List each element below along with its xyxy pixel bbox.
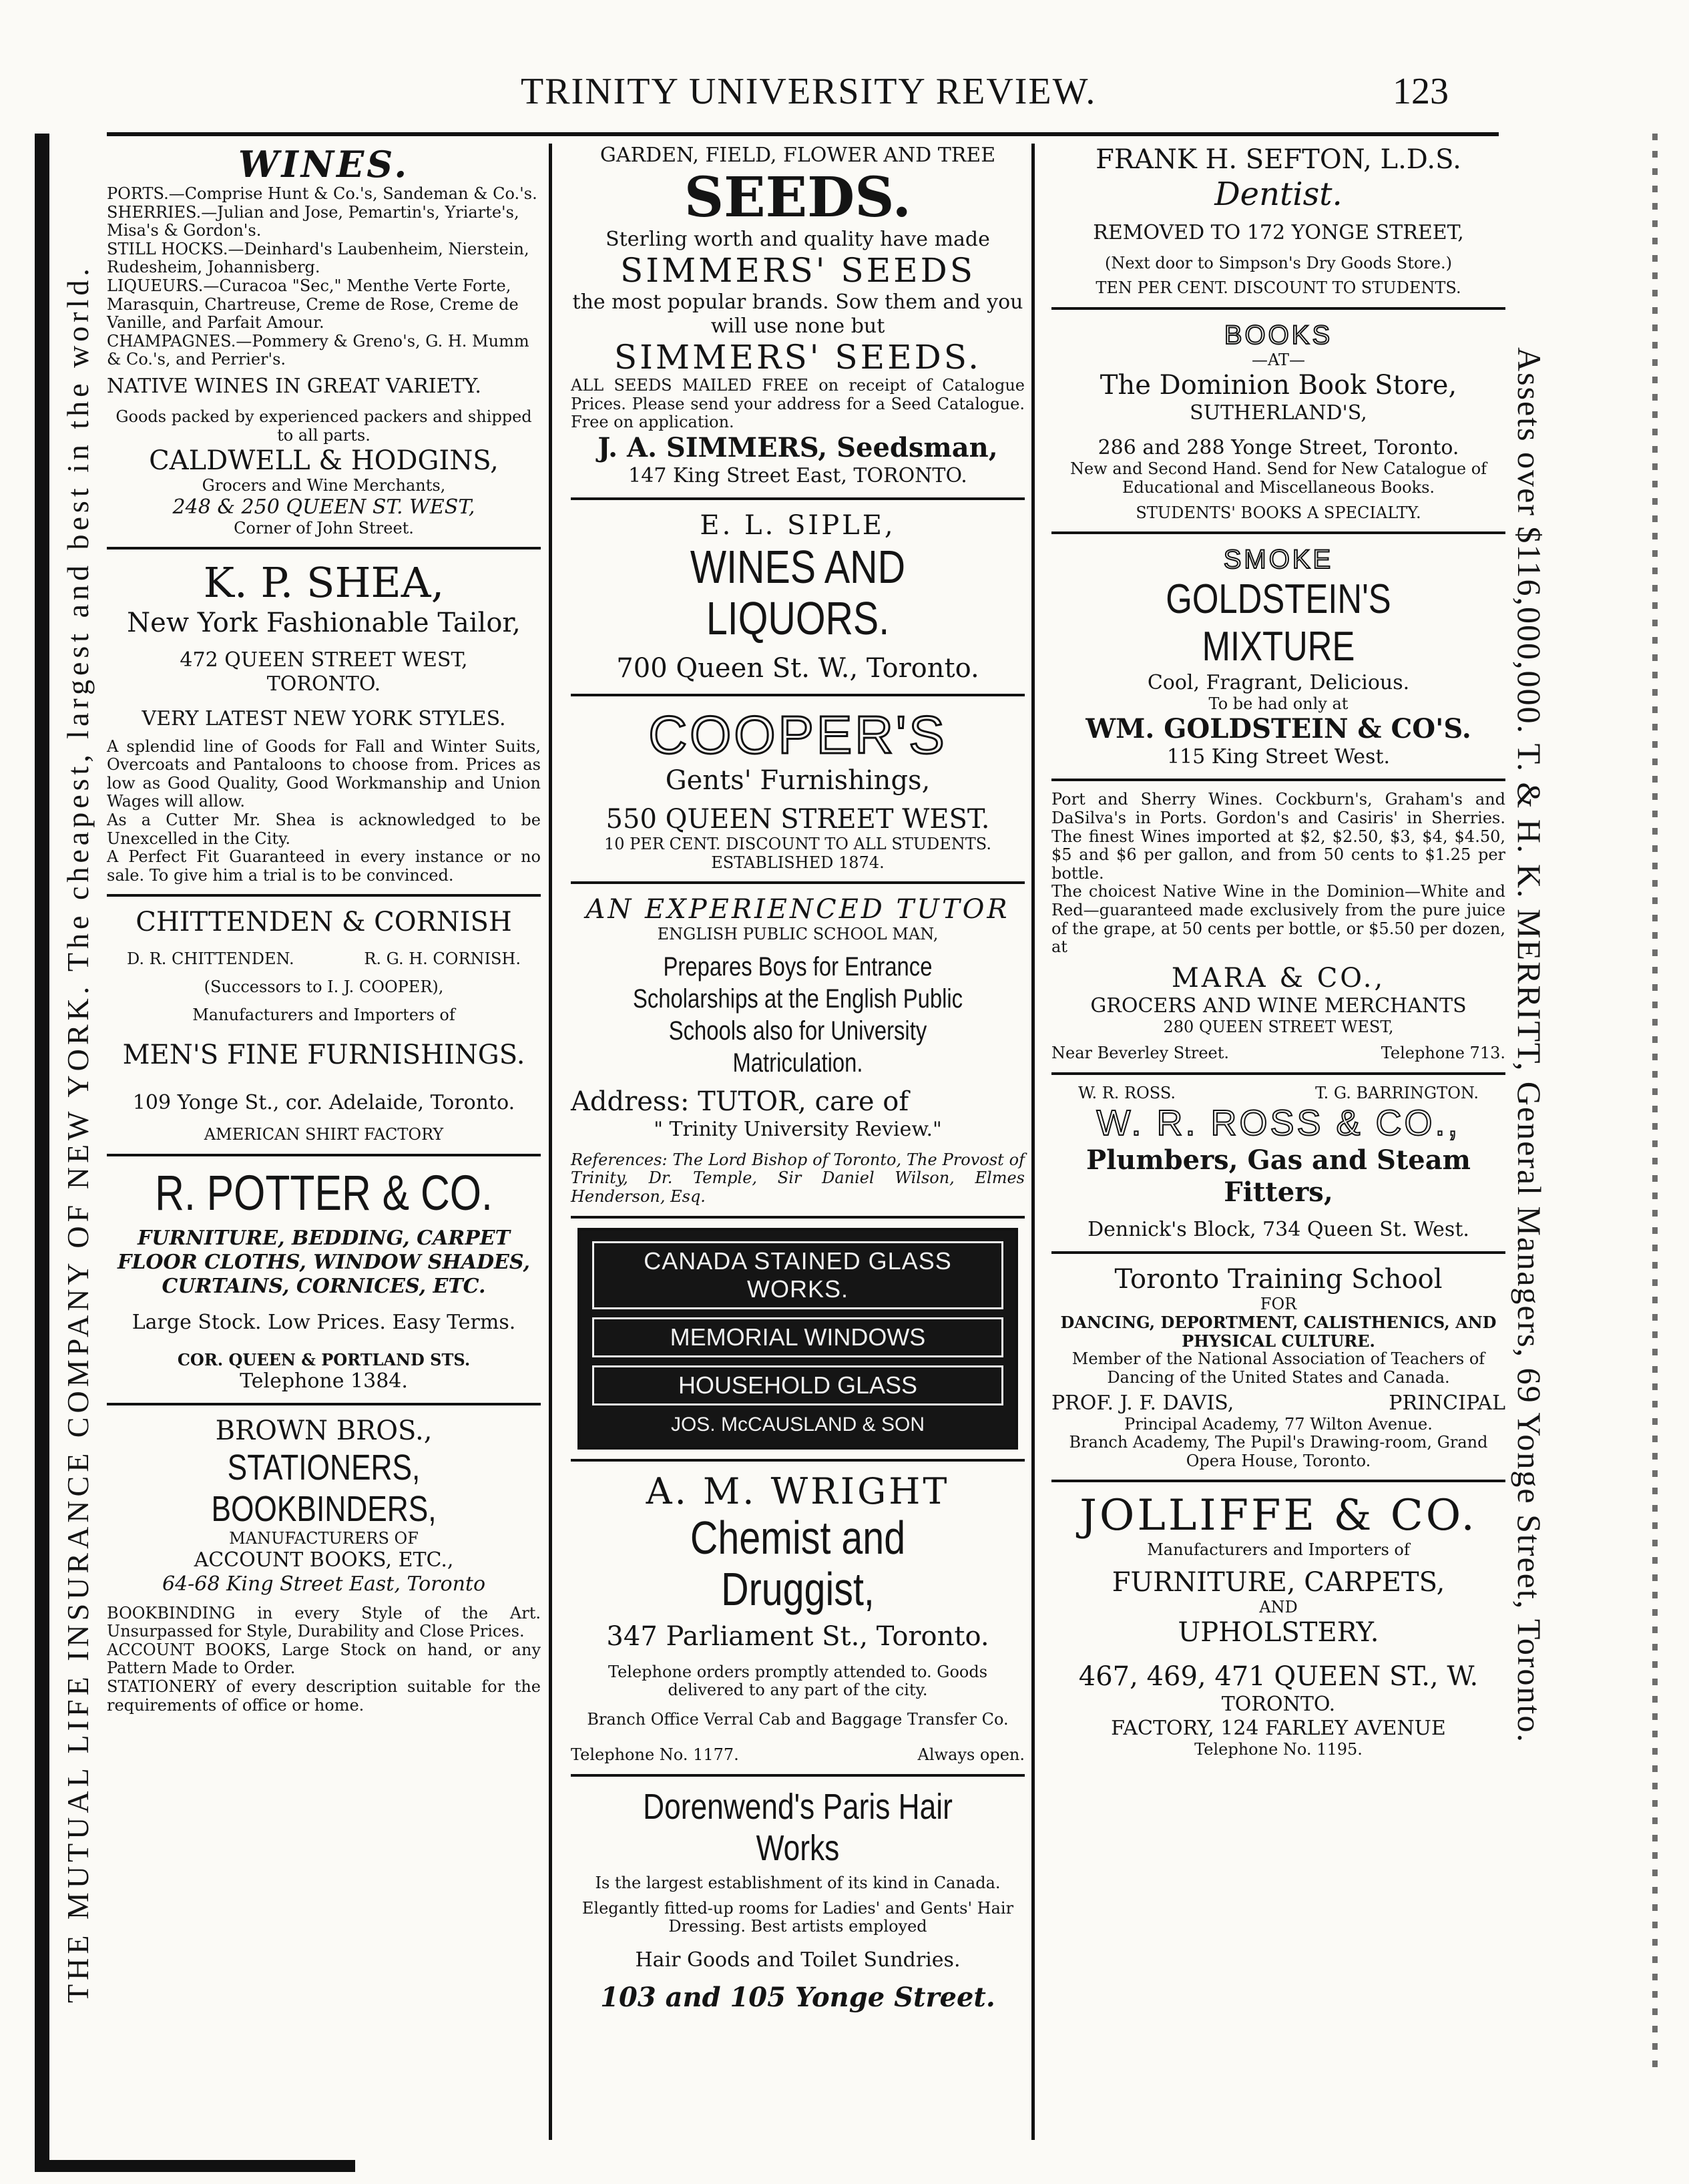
ad-line: Near Beverley Street. [1051,1044,1229,1063]
ad-body: Prepares Boys for Entrance Scholarships at the English Public Schools also for University Matriculation. [632,951,963,1078]
ad-firm: J. A. SIMMERS, Seedsman, [597,431,998,463]
ad-divider [571,497,1025,500]
ad-address: 550 QUEEN STREET WEST. [606,803,990,835]
ad-body: As a Cutter Mr. Shea is acknowledged to be Unexcelled in the City. [107,811,541,848]
ad-divider [1051,1072,1505,1075]
ad-line: NATIVE WINES IN GREAT VARIETY. [107,375,481,399]
ad-address: 700 Queen St. W., Toronto. [616,652,979,684]
ad-phone: Telephone No. 1195. [1194,1740,1363,1759]
ad-line: MANUFACTURERS OF [229,1529,419,1548]
ad-divider [1051,1251,1505,1254]
ad-line: FACTORY, 124 FARLEY AVENUE [1111,1717,1446,1741]
column-1 [107,144,541,2147]
ad-trade: WINES AND LIQUORS. [690,540,906,644]
ad-title: FRANK H. SEFTON, L.D.S. [1096,144,1461,175]
ad-address: Dennick's Block, 734 Queen St. West. [1088,1217,1469,1241]
side-advert-right: Assets over $116,000,000. T. & H. K. MERRITT, General Managers, 69 Yonge Street, Toronto. [1511,347,1548,1743]
ad-phone: Telephone No. 1177. [571,1745,739,1765]
ad-address [571,1086,1025,1118]
ad-footer-row [571,1746,1025,1765]
page-scan-edge-left [35,134,49,2163]
address-label: Address: [571,1086,690,1117]
ad-title: AN EXPERIENCED TUTOR [585,894,1010,925]
ad-line: Branch Office Verral Cab and Baggage Transfer Co. [587,1709,1009,1729]
ad-brown [107,1415,541,1715]
page-scan-edge-bottom [35,2160,355,2172]
ad-partners [127,950,521,969]
ad-body: A Perfect Fit Guaranteed in every instance or no sale. To give him a trial is to be convinced. [107,847,541,885]
ad-wines [107,144,541,537]
ad-line: MEMORIAL WINDOWS [592,1317,1003,1357]
column-rule [1031,144,1035,2140]
ad-title: Toronto Training School [1114,1263,1443,1295]
ad-line: Goods packed by experienced packers and shipped to all parts. [115,407,532,445]
ad-line: TORONTO. [266,672,381,696]
ad-hours: Always open. [917,1745,1025,1765]
ad-trade: Plumbers, Gas and Steam Fitters, [1085,1144,1471,1208]
ad-jolliffe [1051,1492,1505,1759]
ad-body: Is the largest establishment of its kind in Canada. [595,1874,1001,1893]
ad-body: ACCOUNT BOOKS, Large Stock on hand, or any Pattern Made to Order. [107,1640,541,1678]
ad-divider [107,894,541,897]
ad-trade: STATIONERS, BOOKBINDERS, [211,1447,437,1529]
ad-goods: FURNITURE, CARPETS, [1112,1566,1445,1598]
ad-tagline: New York Fashionable Tailor, [127,607,521,638]
ad-title: Dorenwend's Paris Hair Works [643,1787,953,1869]
ad-trade: Chemist and Druggist, [690,1511,906,1615]
partner-name: D. R. CHITTENDEN. [127,949,294,969]
ad-goods: ACCOUNT BOOKS, ETC., [194,1548,454,1572]
ad-line: SHERRIES.—Julian and Jose, Pemartin's, Yriarte's, Misa's & Gordon's. [107,202,519,240]
ad-dorenwend [571,1786,1025,2014]
ad-address: 472 QUEEN STREET WEST, [180,648,468,672]
ad-principal-row [1051,1391,1505,1415]
ad-line: the most popular brands. Sow them and you will use none but [572,290,1023,338]
ad-address: Branch Academy, The Pupil's Drawing-room, Grand Opera House, Toronto. [1069,1433,1488,1470]
ad-cooper [571,706,1025,872]
ad-line: 10 PER CENT. DISCOUNT TO ALL STUDENTS. [604,834,992,853]
ad-title: R. POTTER & CO. [155,1164,493,1221]
ad-line: PORTS.—Comprise Hunt & Co.'s, Sandeman & Co.'s. [107,184,537,204]
ad-body: STATIONERY of every description suitable for the requirements of office or home. [107,1677,541,1715]
ad-address: 347 Parliament St., Toronto. [606,1620,989,1652]
partner-name: W. R. ROSS. [1078,1083,1176,1102]
page-number: 123 [1393,71,1449,112]
ad-title: GOLDSTEIN'S MIXTURE [1166,576,1391,670]
ad-divider [1051,531,1505,534]
ad-title: COOPER'S [648,704,947,765]
ad-body: Member of the National Association of Teachers of Dancing of the United States and Canada. [1071,1349,1485,1387]
ad-goods: UPHOLSTERY. [1178,1617,1379,1649]
ad-potter [107,1166,541,1393]
partner-name: T. G. BARRINGTON. [1315,1083,1479,1102]
ad-store: The Dominion Book Store, [1100,370,1457,401]
ad-address: COR. QUEEN & PORTLAND STS. [177,1350,471,1370]
ad-phone: Telephone 713. [1381,1044,1505,1063]
ad-address: 280 QUEEN STREET WEST, [1163,1017,1394,1036]
ad-title: E. L. SIPLE, [700,509,896,541]
ad-line: CHAMPAGNES.—Pommery & Greno's, G. H. Mumm & Co.'s, and Perrier's. [107,331,529,369]
ad-address: 64-68 King Street East, Toronto [162,1572,486,1596]
ad-firm: WM. GOLDSTEIN & CO'S. [1085,713,1471,745]
ad-address: 103 and 105 Yonge Street. [600,1981,995,2013]
address-value: TUTOR, care of [698,1086,909,1117]
ad-trade: Gents' Furnishings, [665,765,931,796]
ad-principal-title: PRINCIPAL [1389,1391,1505,1415]
ad-line: SUTHERLAND'S, [1190,401,1367,425]
ad-footer-row [1051,1044,1505,1063]
ad-smoke: SMOKE [1223,545,1334,575]
ad-stained-glass [577,1228,1018,1450]
ad-divider [571,1774,1025,1777]
ad-title: K. P. SHEA, [203,558,445,608]
column-2 [571,144,1025,2147]
ad-line: HOUSEHOLD GLASS [592,1365,1003,1405]
ad-trade: GROCERS AND WINE MERCHANTS [1090,994,1467,1018]
ad-line: GARDEN, FIELD, FLOWER AND TREE [599,144,996,167]
ad-line: (Next door to Simpson's Dry Goods Store.) [1105,253,1452,272]
ad-title: A. M. WRIGHT [646,1470,950,1512]
ad-ross [1051,1084,1505,1242]
ad-line: Grocers and Wine Merchants, [202,476,446,495]
ad-divider [107,1403,541,1405]
ad-shea [107,559,541,885]
ad-title: CANADA STAINED GLASS WORKS. [592,1241,1003,1309]
ad-wright [571,1471,1025,1765]
ad-line: VERY LATEST NEW YORK STYLES. [142,706,506,730]
ad-body: ALL SEEDS MAILED FREE on receipt of Catalogue Prices. Please send your address for a Seed Catalogue. Free on application. [571,376,1025,432]
ad-divider [107,547,541,550]
ad-body: Elegantly fitted-up rooms for Ladies' and Gents' Hair Dressing. Best artists employed [581,1898,1014,1936]
ad-tutor [571,893,1025,1206]
ad-line: AND [1259,1597,1298,1616]
ad-principal-name: PROF. J. F. DAVIS, [1051,1391,1234,1415]
column-rule [549,144,552,2140]
ad-phone: Telephone 1384. [240,1369,408,1393]
header-rule [107,132,1499,136]
ad-divider [1051,307,1505,310]
ad-goods: MEN'S FINE FURNISHINGS. [122,1040,525,1071]
partner-name: R. G. H. CORNISH. [364,949,521,969]
ad-line: To be had only at [1208,694,1349,713]
ad-divider [107,1154,541,1156]
ad-trade: Dentist. [1214,176,1343,213]
ad-line: FOR [1260,1294,1297,1313]
ad-partners [1078,1084,1479,1103]
page-title: TRINITY UNIVERSITY REVIEW. [521,71,1097,112]
ad-chittenden [107,906,541,1144]
ad-body: Telephone orders promptly attended to. Goods delivered to any part of the city. [608,1662,988,1700]
ad-address: REMOVED TO 172 YONGE STREET, [1093,220,1464,244]
ad-address: 147 King Street East, TORONTO. [628,463,967,487]
ad-divider [571,881,1025,884]
ad-goldstein [1051,543,1505,769]
ad-line: " Trinity University Review." [654,1117,942,1141]
ad-line: Corner of John Street. [234,518,414,537]
ad-body: The choicest Native Wine in the Dominion—White and Red—guaranteed made exclusively from the pure juice of the grape, at 50 cents per bottle, or $5.50 per dozen, at [1051,882,1505,957]
page-header [107,70,1449,124]
ad-line: Sterling worth and quality have made [606,228,990,252]
ad-divider [571,1216,1025,1219]
ad-firm: JOS. McCAUSLAND & SON [670,1413,925,1436]
ad-divider [1051,1480,1505,1482]
ad-body: BOOKBINDING in every Style of the Art. Unsurpassed for Style, Durability and Close Prices. [107,1603,541,1641]
ad-title: WINES. [238,143,410,186]
ad-body: New and Second Hand. Send for New Catalogue of Educational and Miscellaneous Books. [1069,459,1487,497]
ad-body: A splendid line of Goods for Fall and Winter Suits, Overcoats and Pantaloons to choose from. Prices as low as Good Quality, Good Workmanship and Union Wages will allow. [107,736,541,811]
ad-line: STILL HOCKS.—Deinhard's Laubenheim, Nierstein, Rudesheim, Johannisberg. [107,239,529,277]
ad-address: 467, 469, 471 QUEEN ST., W. [1078,1661,1479,1693]
page-scan-edge-right [1652,134,1658,2070]
ad-title: CHITTENDEN & CORNISH [136,907,512,938]
side-advert-left: THE MUTUAL LIFE INSURANCE COMPANY OF NEW YORK. The cheapest, largest and best in the world. [61,264,95,2003]
ad-firm: CALDWELL & HODGINS, [149,445,499,477]
ad-mara [1051,791,1505,1063]
ad-title: SEEDS. [684,166,912,230]
ad-title: BROWN BROS., [215,1415,433,1446]
ad-siple [571,509,1025,684]
ad-line: Manufacturers and Importers of [192,1005,455,1024]
ad-body: Port and Sherry Wines. Cockburn's, Graham's and DaSilva's in Ports. Gordon's and Casiris' in Sherries. The finest Wines imported at $2, $2.50, $3, $4, $4.50, $5 and $6 per gallon, and from 50 cents to $1.25 per bottle. [1051,790,1505,883]
ad-subjects: DANCING, DEPORTMENT, CALISTHENICS, AND PHYSICAL CULTURE. [1060,1313,1497,1351]
ad-address: 115 King Street West. [1166,745,1391,769]
ad-address: 248 & 250 QUEEN ST. WEST, [172,495,475,519]
ad-line: TEN PER CENT. DISCOUNT TO STUDENTS. [1096,278,1461,298]
ad-divider [1051,779,1505,781]
ad-line: ESTABLISHED 1874. [711,853,885,872]
ad-title: MARA & CO., [1171,962,1386,994]
ad-divider [571,694,1025,696]
ad-brand: SIMMERS' SEEDS [620,251,976,290]
ad-sefton [1051,144,1505,298]
ad-seeds [571,144,1025,488]
ad-body: References: The Lord Bishop of Toronto, The Provost of Trinity, Dr. Temple, Sir Daniel Wilson, Elmes Henderson, Esq. [571,1150,1025,1206]
ad-tagline: Large Stock. Low Prices. Easy Terms. [132,1311,516,1335]
ad-line: LIQUEURS.—Curacoa "Sec," Menthe Verte Forte, Marasquin, Chartreuse, Creme de Rose, Creme de Vanille, and Parfait Amour. [107,276,519,333]
ad-title: JOLLIFFE & CO. [1079,1491,1477,1541]
ad-title: BOOKS [1224,320,1333,350]
ad-line: Manufacturers and Importers of [1147,1540,1410,1559]
ad-address: 286 and 288 Yonge Street, Toronto. [1098,436,1459,460]
ad-brand: SIMMERS' SEEDS. [614,337,982,377]
ad-line: TORONTO. [1221,1693,1336,1717]
ad-divider [571,1459,1025,1462]
ad-line: AMERICAN SHIRT FACTORY [204,1125,444,1144]
column-3 [1051,144,1505,2147]
ad-tagline: Cool, Fragrant, Delicious. [1147,670,1410,694]
ad-goods: Hair Goods and Toilet Sundries. [635,1948,961,1972]
ad-line: (Successors to I. J. COOPER), [204,977,444,997]
ad-books [1051,319,1505,522]
ad-line: ENGLISH PUBLIC SCHOOL MAN, [657,925,939,944]
ad-address: 109 Yonge St., cor. Adelaide, Toronto. [132,1091,515,1115]
ad-line: —AT— [1251,350,1306,369]
ad-title: W. R. ROSS & CO., [1096,1103,1461,1144]
ad-training-school [1051,1263,1505,1471]
ad-line: STUDENTS' BOOKS A SPECIALTY. [1136,503,1421,522]
ad-goods: FURNITURE, BEDDING, CARPET FLOOR CLOTHS, WINDOW SHADES, CURTAINS, CORNICES, ETC. [117,1227,530,1299]
ad-address: Principal Academy, 77 Wilton Avenue. [1124,1414,1433,1434]
